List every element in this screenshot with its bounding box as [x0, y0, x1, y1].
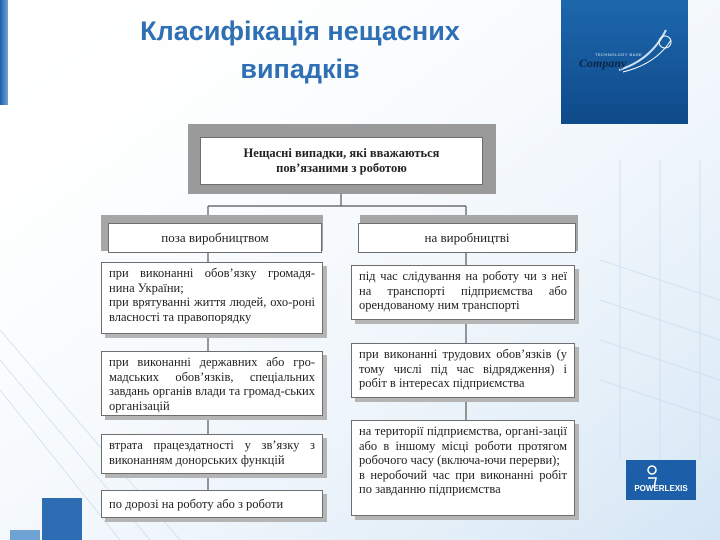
- left-item-4: [101, 490, 323, 518]
- left-item-2: [101, 351, 323, 416]
- left-item-3-line-1: втрата працездатності у зв’язку з виконанням донорських функцій: [109, 438, 315, 467]
- logo-wordmark: Company: [579, 56, 627, 70]
- right-item-1-line-1: під час слідування на роботу чи з неї на транспорті підприємства або орендованому ним транспорті: [359, 269, 567, 312]
- right-item-3-line-2: в неробочий час при виконанні робіт по завданню підприємства: [359, 467, 567, 496]
- root-label-line-1: Нещасні випадки, які вважаються: [243, 146, 440, 160]
- right-item-3-line-1: на території підприємства, органі-зації або в іншому місці роботи протягом робочого часу (включа-ючи перерви);: [359, 424, 567, 467]
- left-item-1: [101, 262, 323, 334]
- right-item-2: [351, 343, 575, 398]
- root-box: [200, 137, 483, 185]
- left-item-3: [101, 434, 323, 474]
- powerlexis-logo-text: POWERLEXIS: [634, 484, 688, 493]
- right-category-box: на виробництві: [358, 223, 576, 253]
- left-item-4-line-1: по дорозі на роботу або з роботи: [109, 497, 284, 511]
- logo-tagline: TECHNOLOGY BASE: [595, 52, 643, 57]
- right-item-1: [351, 265, 575, 320]
- left-category-box: поза виробництвом: [108, 223, 322, 253]
- right-item-3: [351, 420, 575, 516]
- left-item-1-line-2: при врятуванні життя людей, охо-роні власності та правопорядку: [109, 295, 315, 324]
- title-line-2: випадків: [240, 54, 360, 84]
- right-item-2-line-1: при виконанні трудових обов’язків (у тому числі під час відрядження) і робіт в інтересах підприємства: [359, 347, 567, 390]
- left-item-2-line-1: при виконанні державних або гро-мадських обов’язків, спеціальних завдань органів влади та громад-ських організацій: [109, 355, 315, 413]
- left-item-1-line-1: при виконанні обов’язку громадя-нина України;: [109, 266, 315, 295]
- root-label-line-2: пов’язаними з роботою: [276, 161, 407, 175]
- title-line-1: Класифікація нещасних: [140, 16, 460, 46]
